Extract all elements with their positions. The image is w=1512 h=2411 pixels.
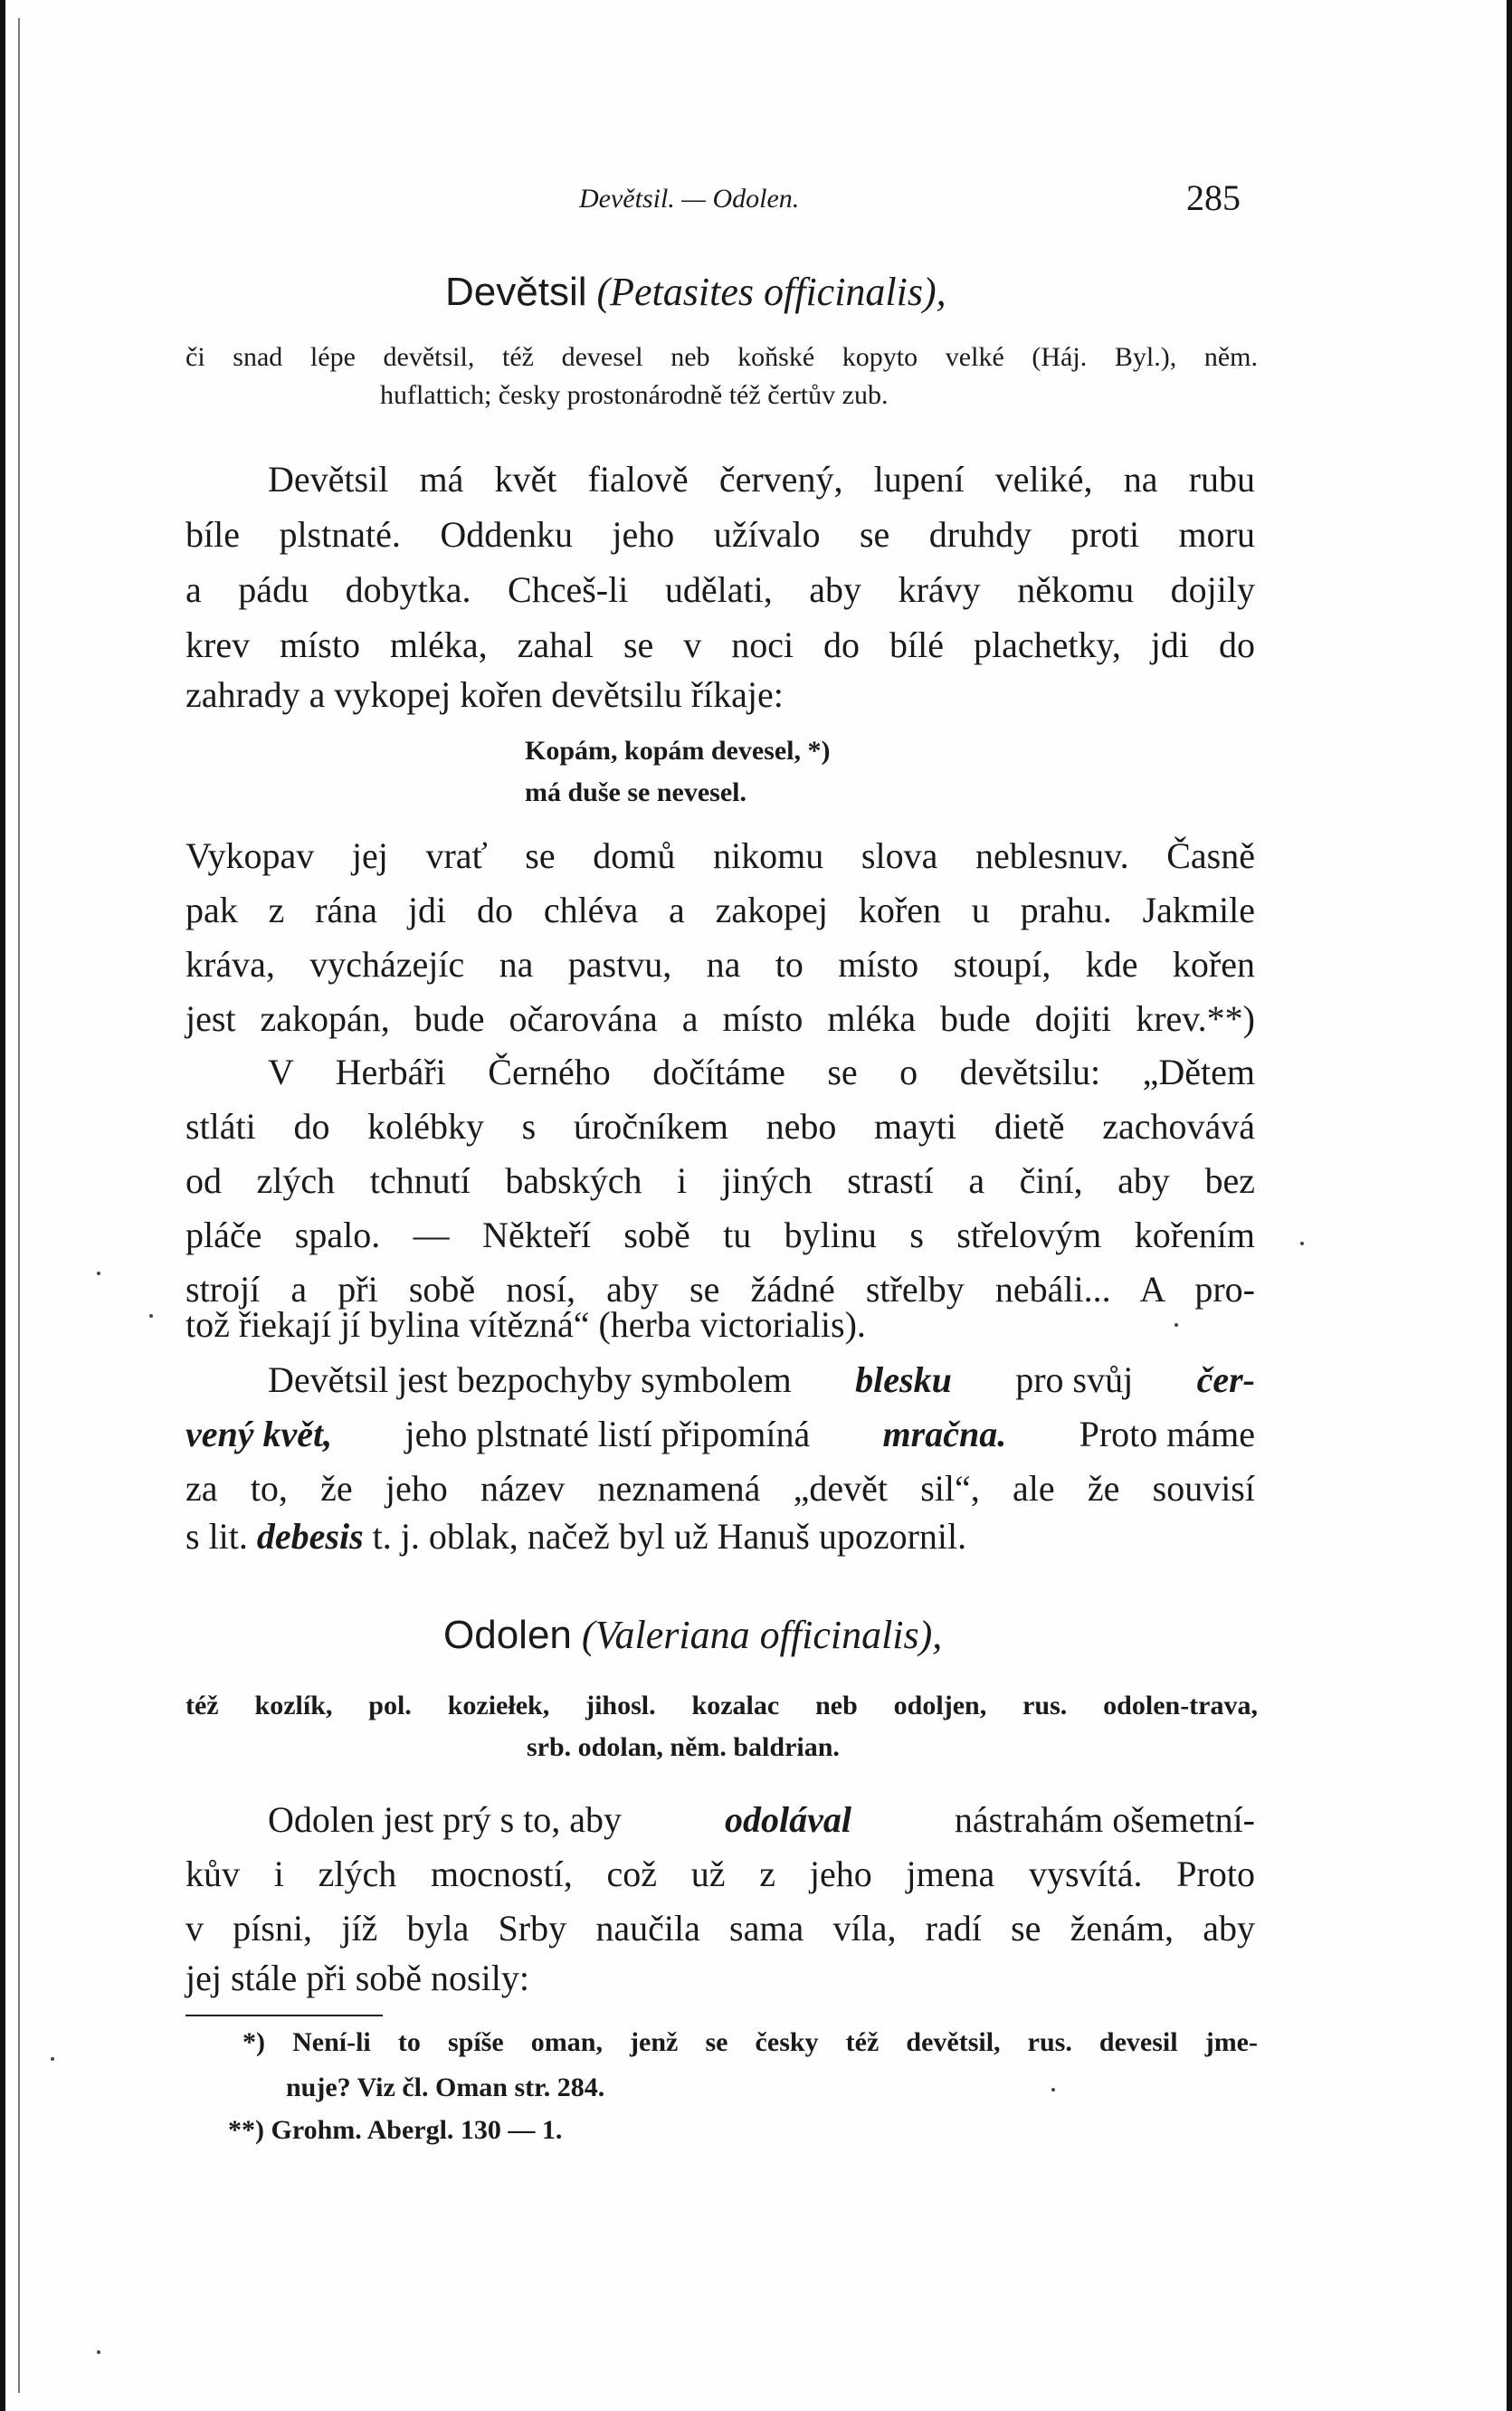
text-line: kráva, vycházejíc na pastvu, na to místo stoupí, kde kořen [185,944,1255,985]
text-line: krev místo mléka, zahal se v noci do bílé plachetky, jdi do [185,624,1255,665]
text-line: Vykopav jej vrať se domů nikomu slova neblesnuv. Časně [185,835,1255,876]
verse-line: Kopám, kopám devesel, *) [525,736,831,766]
text-run-italic: vený květ, [185,1414,333,1454]
verse-line: má duše se nevesel. [525,777,746,807]
text-line: stláti do kolébky s úročníkem nebo mayti dietě zachovává [185,1106,1255,1147]
devetsil-intro-line: či snad lépe devětsil, též devesel neb koňské kopyto velké (Háj. Byl.), něm. [185,342,1258,372]
running-title: Devětsil. — Odolen. [579,184,800,214]
text-line: bíle plstnaté. Oddenku jeho užívalo se druhdy proti moru [185,514,1255,555]
text-line: zahrady a vykopej kořen devětsilu říkaje: [185,674,784,715]
text-line: a pádu dobytka. Chceš-li udělati, aby krávy někomu dojily [185,569,1255,610]
scan-right-edge [1507,0,1512,2411]
text-line: jest zakopán, bude očarována a místo mléka bude dojiti krev.**) [185,998,1255,1039]
text-run: Devětsil jest bezpochyby symbolem [268,1359,792,1400]
text-line: tož řiekají jí bylina vítězná“ (herba victorialis). [185,1304,866,1345]
text-line [268,1798,1255,1842]
footnote-line: nuje? Viz čl. Oman str. 284. [286,2073,605,2102]
footnote-line: *) Není-li to spíše oman, jenž se česky též devětsil, rus. devesil jme- [242,2027,1258,2057]
text-line: Devětsil má květ fialově červený, lupení veliké, na rubu [268,459,1255,500]
text-line: jej stále při sobě nosily: [185,1958,529,1998]
text-line: za to, že jeho název neznamená „devět sil“, ale že souvisí [185,1468,1255,1509]
odolen-heading [443,1611,942,1660]
text-run: Proto máme [1079,1414,1255,1454]
text-run: s lit. [185,1516,248,1557]
odolen-heading-name: Odolen [443,1613,572,1657]
odolen-intro-line: srb. odolan, něm. baldrian. [527,1732,840,1762]
text-run-italic: blesku [855,1359,952,1400]
text-run: Odolen jest prý s to, aby [268,1799,623,1840]
text-run-italic: čer- [1196,1359,1255,1400]
text-run: jeho plstnaté listí připomíná [404,1414,811,1454]
text-run-italic: odolával [724,1799,851,1840]
page-number: 285 [1186,177,1241,218]
devetsil-heading-name: Devětsil [445,270,587,314]
text-line: pláče spalo. — Někteří sobě tu bylinu s střelovým kořením [185,1215,1255,1255]
text-run-italic: mračna. [882,1414,1007,1454]
text-run: nástrahám ošemetní- [954,1799,1255,1840]
text-line: V Herbáři Černého dočítáme se o devětsilu: „Dětem [268,1052,1255,1092]
scan-speck [97,2350,100,2354]
scan-speck [1174,1323,1178,1327]
footnote-rule [185,2015,383,2016]
footnote-line: **) Grohm. Abergl. 130 — 1. [228,2115,563,2145]
text-line: pak z rána jdi do chléva a zakopej kořen u prahu. Jakmile [185,890,1255,930]
text-line: kův i zlých mocností, což už z jeho jmena vysvítá. Proto [185,1854,1255,1894]
text-line: od zlých tchnutí babských i jiných strastí a činí, aby bez [185,1160,1255,1201]
scan-gutter-line [18,18,20,2393]
scan-left-edge [0,0,5,2411]
scan-speck [1300,1242,1304,1245]
odolen-heading-latin: (Valeriana officinalis), [581,1613,943,1657]
text-run-italic: debesis [256,1516,364,1557]
text-run: t. j. oblak, načež byl už Hanuš upozornil. [372,1516,967,1557]
scan-speck [1051,2088,1055,2092]
text-line: v písni, jíž byla Srby naučila sama víla, radí se ženám, aby [185,1908,1255,1949]
text-line [268,1358,1255,1402]
devetsil-intro-line: huflattich; česky prostonárodně též čertův zub. [380,380,889,410]
devetsil-heading-latin: (Petasites officinalis), [596,270,946,314]
scan-speck [149,1314,153,1318]
text-line [185,1515,966,1558]
scan-speck [97,1272,100,1275]
odolen-intro-line: též kozlík, pol. koziełek, jihosl. kozalac neb odoljen, rus. odolen-trava, [185,1691,1258,1720]
text-line [185,1413,1255,1456]
devetsil-heading [445,268,946,317]
text-line: strojí a při sobě nosí, aby se žádné střelby nebáli... A pro- [185,1269,1255,1310]
text-run: pro svůj [1015,1359,1134,1400]
scan-speck [51,2057,54,2061]
